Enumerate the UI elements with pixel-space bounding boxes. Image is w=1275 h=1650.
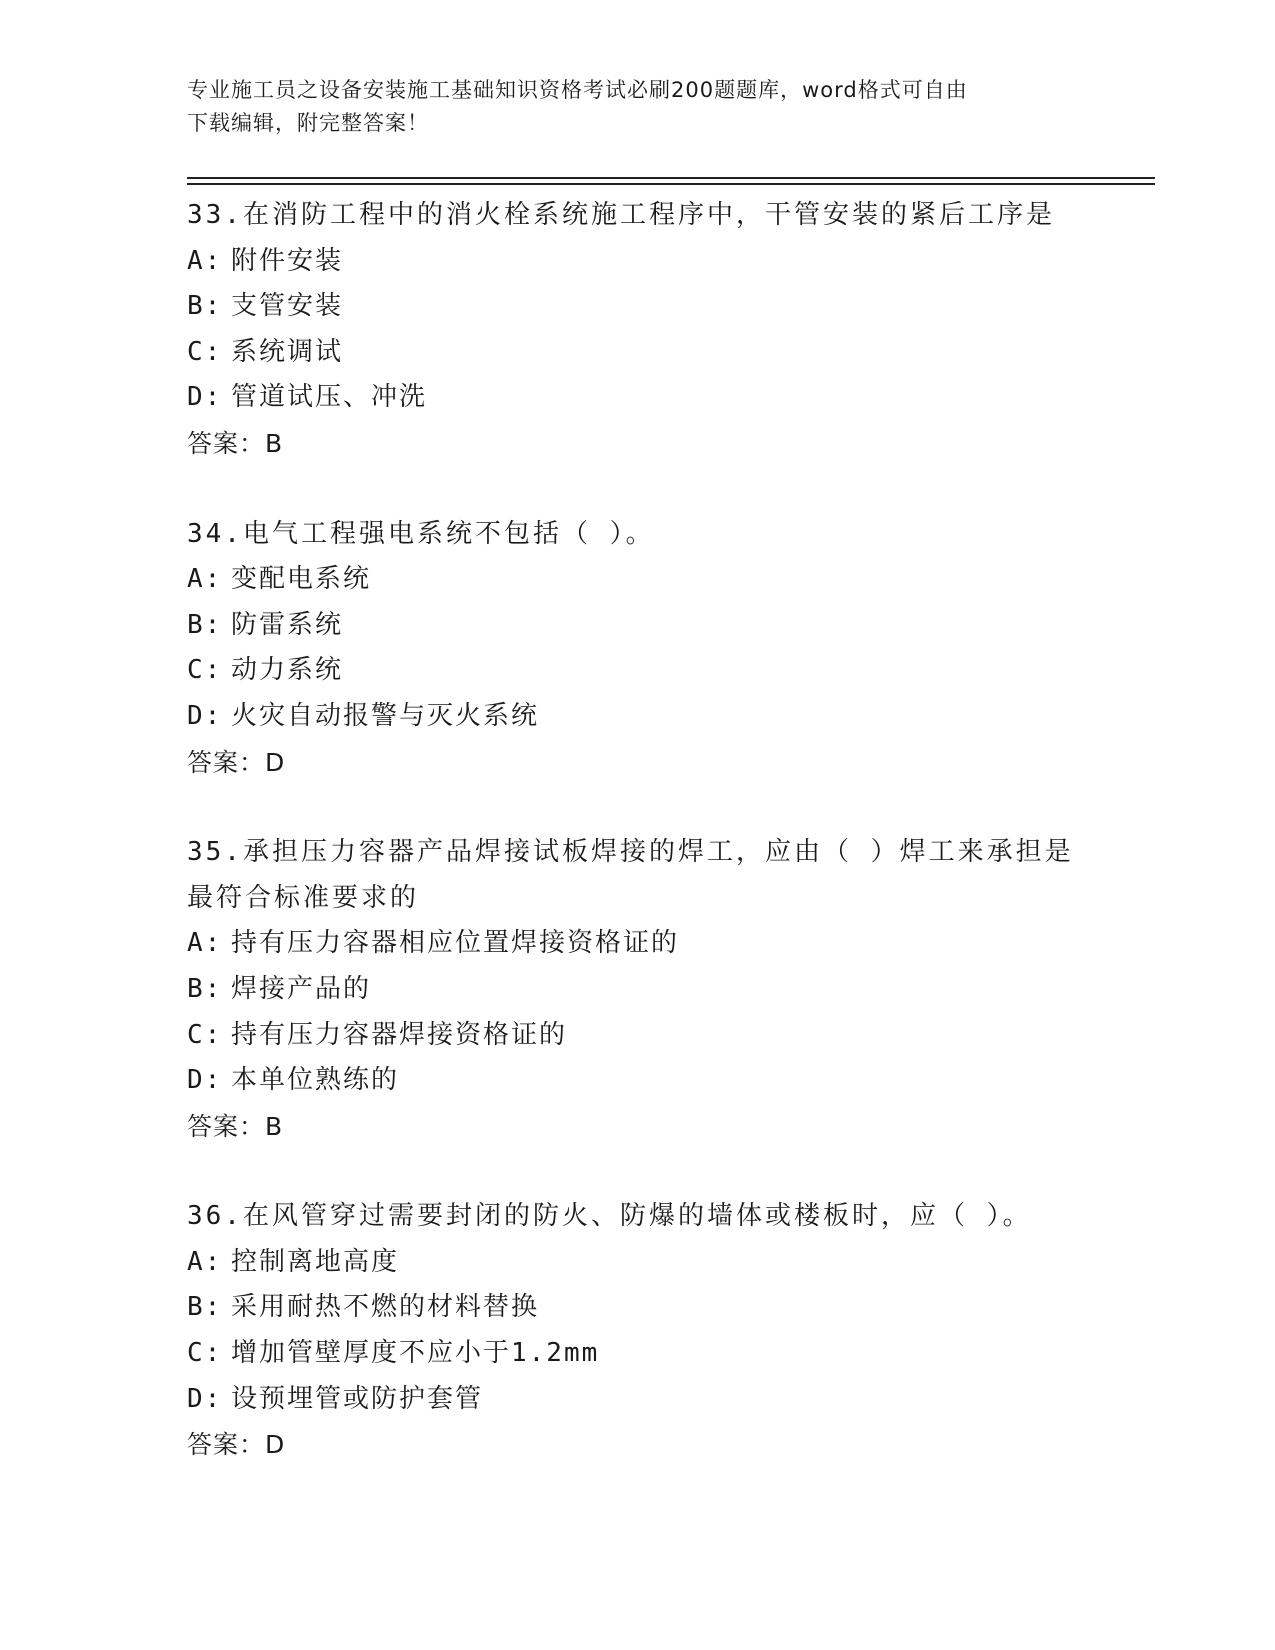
option-a xyxy=(187,1240,1087,1286)
option-d xyxy=(187,375,1087,421)
option-letter: B: xyxy=(187,609,223,640)
option-text: 火灾自动报警与灭火系统 xyxy=(231,700,540,731)
option-b xyxy=(187,1285,1087,1331)
option-letter: A: xyxy=(187,245,223,276)
option-text: 管道试压、冲洗 xyxy=(231,382,428,413)
option-a xyxy=(187,557,1087,603)
option-letter: B: xyxy=(187,973,223,1004)
option-text: 焊接产品的 xyxy=(231,973,372,1004)
option-letter: D: xyxy=(187,1383,223,1414)
option-letter: C: xyxy=(187,655,223,686)
question-34 xyxy=(187,512,1087,786)
option-d xyxy=(187,1377,1087,1423)
header-line-2: 下载编辑，附完整答案！ xyxy=(187,111,429,135)
option-letter: B: xyxy=(187,1292,223,1323)
option-b xyxy=(187,284,1087,330)
stem-line: 36.在风管穿过需要封闭的防火、防爆的墙体或楼板时，应（ ）。 xyxy=(187,1201,1032,1232)
question-33 xyxy=(187,193,1087,467)
question-list xyxy=(187,193,1087,1513)
option-letter: C: xyxy=(187,1338,223,1369)
option-text: 本单位熟练的 xyxy=(231,1065,400,1096)
header-divider-top xyxy=(187,177,1155,179)
option-a xyxy=(187,239,1087,285)
option-c xyxy=(187,1013,1087,1059)
question-stem xyxy=(187,1194,1087,1240)
header-line-1: 专业施工员之设备安装施工基础知识资格考试必刷200题题库，word格式可自由 xyxy=(187,78,968,102)
answer-line: 答案：B xyxy=(187,428,284,458)
option-text: 动力系统 xyxy=(231,655,344,686)
question-stem xyxy=(187,193,1087,239)
stem-line: 34.电气工程强电系统不包括（ ）。 xyxy=(187,518,655,549)
option-d xyxy=(187,694,1087,740)
option-letter: C: xyxy=(187,1019,223,1050)
option-letter: A: xyxy=(187,1246,223,1277)
option-text: 附件安装 xyxy=(231,245,344,276)
option-text: 增加管壁厚度不应小于1.2mm xyxy=(231,1338,600,1369)
option-letter: C: xyxy=(187,336,223,367)
question-36 xyxy=(187,1194,1087,1468)
option-text: 采用耐热不燃的材料替换 xyxy=(231,1292,540,1323)
option-b xyxy=(187,967,1087,1013)
option-text: 支管安装 xyxy=(231,291,344,322)
option-letter: D: xyxy=(187,700,223,731)
question-stem xyxy=(187,830,1087,921)
option-d xyxy=(187,1058,1087,1104)
option-text: 控制离地高度 xyxy=(231,1246,400,1277)
document-header xyxy=(187,74,1087,140)
option-letter: D: xyxy=(187,1065,223,1096)
header-divider-bottom xyxy=(187,183,1155,185)
option-letter: D: xyxy=(187,382,223,413)
option-c xyxy=(187,330,1087,376)
option-text: 持有压力容器焊接资格证的 xyxy=(231,1019,568,1050)
option-text: 系统调试 xyxy=(231,336,344,367)
option-letter: A: xyxy=(187,928,223,959)
answer-line: 答案：D xyxy=(187,747,286,777)
stem-line: 35.承担压力容器产品焊接试板焊接的焊工，应由（ ）焊工来承担是 xyxy=(187,837,1074,868)
option-b xyxy=(187,603,1087,649)
option-letter: A: xyxy=(187,564,223,595)
option-text: 持有压力容器相应位置焊接资格证的 xyxy=(231,928,680,959)
option-c xyxy=(187,648,1087,694)
option-text: 变配电系统 xyxy=(231,564,372,595)
stem-line: 33.在消防工程中的消火栓系统施工程序中，干管安装的紧后工序是 xyxy=(187,200,1055,230)
stem-line: 最符合标准要求的 xyxy=(187,882,420,913)
question-stem xyxy=(187,512,1087,558)
option-letter: B: xyxy=(187,291,223,322)
question-35 xyxy=(187,830,1087,1149)
option-text: 防雷系统 xyxy=(231,609,344,640)
option-a xyxy=(187,921,1087,967)
option-text: 设预埋管或防护套管 xyxy=(231,1383,484,1414)
option-c xyxy=(187,1331,1087,1377)
answer-line: 答案：D xyxy=(187,1430,286,1460)
answer-line: 答案：B xyxy=(187,1111,284,1141)
